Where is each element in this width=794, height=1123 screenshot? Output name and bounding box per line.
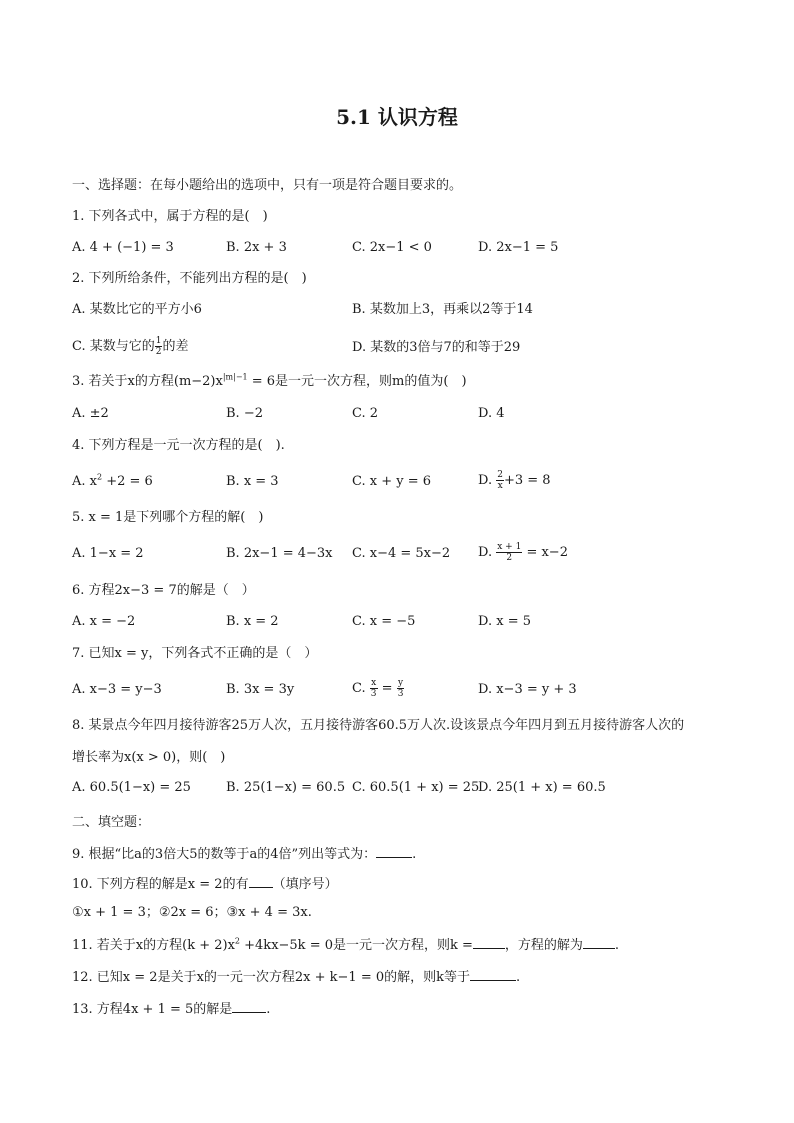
answer-blank[interactable] [249,875,273,888]
question-13: 13. 方程4x + 1 = 5的解是 . [72,1002,271,1017]
q6-option-d: D. x = 5 [478,614,531,629]
q8-option-a: A. 60.5(1−x) = 25 [72,780,191,795]
fraction: $\frac{x + 1}{2}$ [497,542,522,563]
question-4-stem: 4. 下列方程是一元一次方程的是( ). [72,438,285,453]
question-12: 12. 已知x = 2是关于x的一元一次方程2x + k−1 = 0的解，则k等于 . [72,970,521,985]
question-5-stem: 5. x = 1是下列哪个方程的解( ) [72,510,264,525]
answer-blank[interactable] [473,936,505,949]
answer-blank[interactable] [376,845,412,858]
q8-option-d: D. 25(1 + x) = 60.5 [478,780,606,795]
section-heading-choice: 一、选择题：在每小题给出的选项中，只有一项是符合题目要求的。 [72,178,463,193]
question-11: 11. 若关于x的方程$(k + 2)x^2 +4kx-5k = 0$是一元一次方程，则k = ，方程的解为 . [72,936,620,953]
q4-option-b: B. x = 3 [226,474,279,489]
question-8-stem-line1: 8. 某景点今年四月接待游客25万人次，五月接待游客60.5万人次.设该景点今年四月到五月接待游客人次的 [72,718,685,733]
q4-option-c: C. x + y = 6 [352,474,432,489]
question-7-stem: 7. 已知x = y，下列各式不正确的是（ ） [72,646,318,661]
question-2-stem: 2. 下列所给条件，不能列出方程的是( ) [72,271,307,286]
question-6-stem: 6. 方程2x−3 = 7的解是（ ） [72,583,255,598]
q5-option-a: A. 1−x = 2 [72,546,144,561]
fraction: $\frac{x}{3}$ [370,678,377,699]
q6-option-a: A. x = −2 [72,614,136,629]
fraction: $\frac{2}{x}$ [497,470,503,491]
fraction: $\frac{1}{2}$ [155,336,162,357]
q5-option-b: B. 2x−1 = 4−3x [226,546,333,561]
q1-option-c: C. 2x−1 < 0 [352,240,432,255]
q7-option-c: C. $\frac{x}{3}$ = $\frac{y}{3}$ [352,678,404,699]
q1-option-a: A. 4 + (−1) = 3 [72,240,174,255]
page-title: 5.1 认识方程 [336,105,458,129]
fraction: $\frac{y}{3}$ [397,678,404,699]
q4-option-d: D. $\frac{2}{x}$ +3 = 8 [478,470,551,491]
q2-option-d: D. 某数的3倍与7的和等于29 [352,340,521,355]
q2-option-b: B. 某数加上3，再乘以2等于14 [352,302,533,317]
q6-option-c: C. x = −5 [352,614,416,629]
question-3-stem: 3. 若关于x的方程$(m-2)x^{|m|-1} = 6$是一元一次方程，则m的值为( ) [72,372,467,389]
q5-option-c: C. x−4 = 5x−2 [352,546,451,561]
q1-option-b: B. 2x + 3 [226,240,287,255]
q6-option-b: B. x = 2 [226,614,279,629]
q5-option-d: D. $\frac{x + 1}{2}$ = x−2 [478,542,568,563]
q4-option-a: A. $x^2 +2 = 6$ [72,472,153,489]
q10-options: ①x + 1 = 3；②2x = 6；③x + 4 = 3x. [72,905,312,920]
q2-option-a: A. 某数比它的平方小6 [72,302,202,317]
q1-option-d: D. 2x−1 = 5 [478,240,559,255]
section-heading-fill: 二、填空题： [72,815,151,830]
q8-option-c: C. 60.5(1 + x) = 25 [352,780,480,795]
question-1-stem: 1. 下列各式中，属于方程的是( ) [72,209,268,224]
q3-option-a: A. ±2 [72,406,109,421]
q3-option-c: C. 2 [352,406,379,421]
question-8-stem-line2: 增长率为x(x > 0)，则( ) [72,750,226,765]
q3-option-d: D. 4 [478,406,505,421]
question-9: 9. 根据“比a的3倍大5的数等于a的4倍”列出等式为： . [72,847,417,862]
answer-blank[interactable] [470,968,516,981]
answer-blank[interactable] [583,936,615,949]
answer-blank[interactable] [232,1000,266,1013]
q3-option-b: B. −2 [226,406,263,421]
q7-option-a: A. x−3 = y−3 [72,682,162,697]
q2-option-c: C. 某数与它的 $\frac{1}{2}$ 的差 [72,336,189,357]
question-10: 10. 下列方程的解是x = 2的有 （填序号） [72,877,338,892]
q7-option-d: D. x−3 = y + 3 [478,682,577,697]
q7-option-b: B. 3x = 3y [226,682,295,697]
q8-option-b: B. 25(1−x) = 60.5 [226,780,346,795]
